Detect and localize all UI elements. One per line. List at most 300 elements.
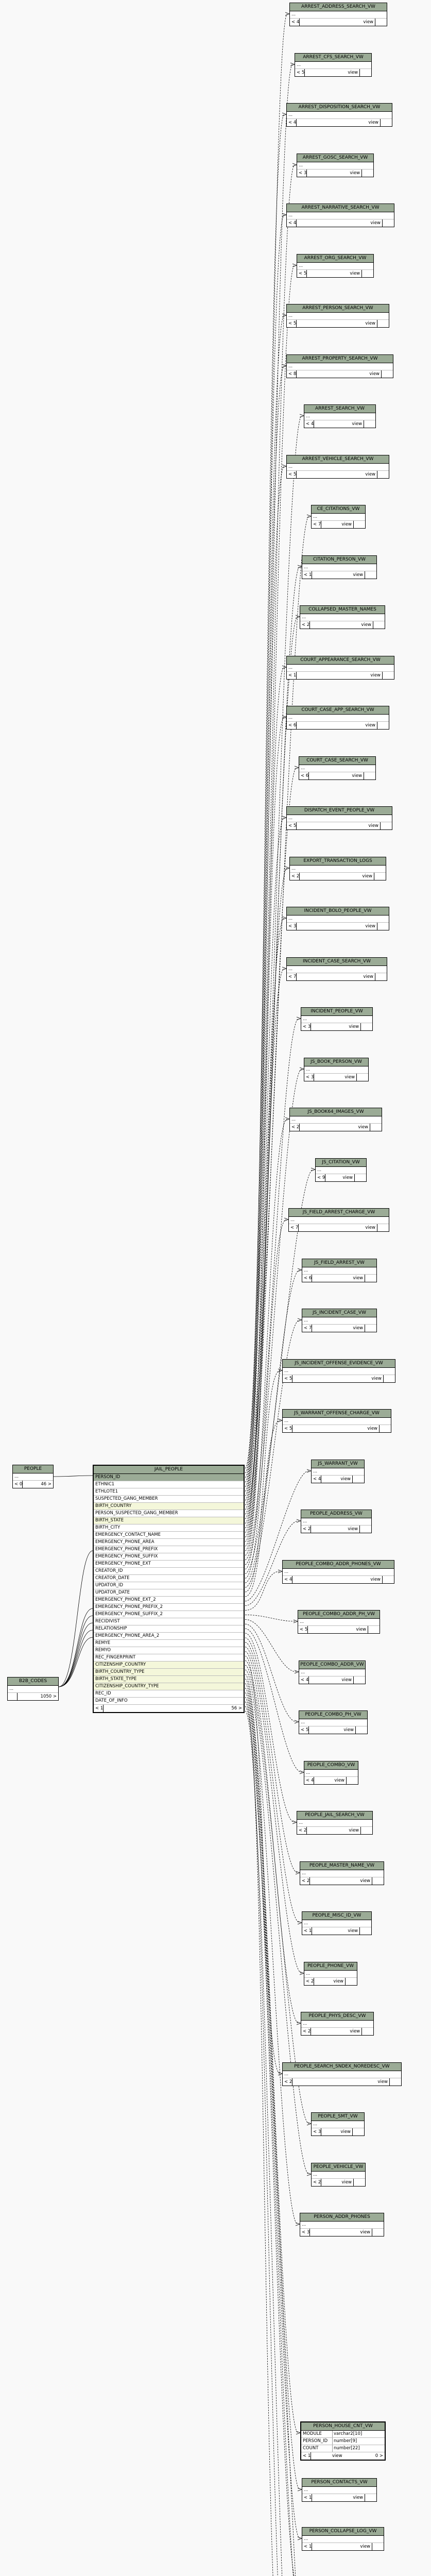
table-kind: view <box>353 1326 363 1331</box>
table-title: ARREST_CFS_SEARCH_VW <box>295 54 371 62</box>
table-title: PEOPLE_VEHICLE_VW <box>312 2163 365 2172</box>
table-title: PEOPLE_SMT_VW <box>312 2113 364 2121</box>
table-title: ARREST_PROPERTY_SEARCH_VW <box>287 355 393 363</box>
table-title: JS_WARRANT_OFFENSE_CHARGE_VW <box>283 1410 391 1418</box>
child-count: < 5 <box>288 472 297 477</box>
table-kind: view <box>368 120 378 125</box>
table-footer <box>94 1705 244 1712</box>
child-count: < 3 <box>303 1024 311 1029</box>
child-count: < 4 <box>284 1577 292 1582</box>
parent-count: 0 > <box>375 2453 383 2459</box>
table-footer <box>301 1526 371 1533</box>
relationship-line <box>245 1652 299 2023</box>
table-row: ... <box>302 1267 376 1275</box>
table-footer <box>304 1777 358 1784</box>
table-row: ... <box>312 1468 364 1476</box>
crowsfoot-marker <box>300 1972 304 1975</box>
child-count: < 4 <box>313 1477 321 1482</box>
table-kind: view <box>341 1677 352 1683</box>
table-title: JS_BOOK_PERSON_VW <box>304 1058 368 1066</box>
relationship-line <box>245 1370 280 1592</box>
table-kind: view <box>356 1627 366 1632</box>
foreign-key-line <box>54 1476 93 1477</box>
table-title: JS_BOOK64_IMAGES_VW <box>290 1108 382 1116</box>
crowsfoot-marker <box>292 264 297 267</box>
table-kind: view <box>370 221 381 226</box>
column-name: COUNT <box>303 2446 319 2451</box>
relationship-line <box>245 1633 295 1822</box>
table-footer <box>302 1927 371 1935</box>
table-footer <box>301 2028 373 2035</box>
view-table[interactable] <box>286 907 389 930</box>
table-title: INCIDENT_PEOPLE_VW <box>301 1008 372 1016</box>
column-row <box>301 2431 385 2438</box>
child-count: < 1 <box>304 2544 312 2549</box>
relationship-line <box>245 1615 296 1621</box>
child-count: < 3 <box>302 2230 310 2235</box>
table-title: ARREST_GOSC_SEARCH_VW <box>297 154 373 162</box>
table-title: PERSON_HOUSE_CNT_VW <box>301 2422 385 2431</box>
child-count: < 2 <box>302 1878 310 1884</box>
view-table[interactable] <box>302 1911 372 1935</box>
child-count: < 5 <box>284 1376 292 1381</box>
table-row: ... <box>290 11 387 19</box>
view-table[interactable] <box>304 1761 358 1785</box>
view-table[interactable] <box>304 1058 369 1081</box>
child-count: < 1 <box>95 1706 104 1711</box>
table-footer <box>287 672 394 679</box>
table-row: ... <box>283 1368 395 1375</box>
table-row: ... <box>301 1016 372 1023</box>
view-table[interactable] <box>304 1962 357 1986</box>
view-table[interactable] <box>286 354 393 378</box>
column-row: EMERGENCY_CONTACT_NAME <box>94 1532 244 1539</box>
table-kind: view <box>353 2495 363 2500</box>
child-count: < 6 <box>304 1276 312 1281</box>
table-footer <box>13 1481 53 1488</box>
table-footer <box>287 471 389 478</box>
table-person-house-cnt-vw[interactable] <box>300 2421 386 2461</box>
table-title: CE_CITATIONS_VW <box>312 505 365 514</box>
view-table[interactable] <box>282 1359 395 1383</box>
table-footer <box>298 1626 380 1633</box>
table-title: ARREST_SEARCH_VW <box>304 405 375 413</box>
child-count: < 8 <box>288 371 297 377</box>
relationship-line <box>245 1019 299 1560</box>
relationship-line <box>245 1642 300 1923</box>
relationship-line <box>245 1629 302 1772</box>
table-footer <box>304 1978 357 1985</box>
column-row: EMERGENCY_PHONE_SUFFIX <box>94 1553 244 1561</box>
table-row: ... <box>312 2121 364 2128</box>
table-footer <box>287 923 389 930</box>
relationship-line <box>245 114 284 1478</box>
child-count: < 4 <box>291 20 300 25</box>
child-count: < 7 <box>313 522 321 527</box>
table-footer <box>300 1877 384 1885</box>
table-kind: view <box>333 1979 343 1984</box>
relationship-line <box>245 64 292 1473</box>
table-footer <box>316 1174 366 1181</box>
relationship-line <box>245 1619 297 1672</box>
table-kind: view <box>350 171 360 176</box>
relationship-line <box>245 1624 297 1722</box>
table-row: ... <box>297 1820 372 1827</box>
column-row: REMYE <box>94 1640 244 1647</box>
table-row: ... <box>302 1920 371 1927</box>
table-row: ... <box>299 1719 367 1726</box>
table-title: PERSON_COLLAPSE_LOG_VW <box>302 2528 384 2536</box>
view-table[interactable] <box>286 204 394 227</box>
table-row: ... <box>298 1619 380 1626</box>
table-kind: view <box>360 2230 370 2235</box>
table-kind: view <box>377 2079 388 2084</box>
table-title: DISPATCH_EVENT_PEOPLE_VW <box>287 807 392 815</box>
table-kind: view <box>343 1727 354 1733</box>
table-kind: view <box>365 472 375 477</box>
table-row: ... <box>300 2222 384 2229</box>
view-table[interactable] <box>298 1610 380 1634</box>
table-row: ... <box>312 2172 365 2179</box>
view-table[interactable] <box>302 1259 377 1282</box>
view-table[interactable] <box>311 2112 365 2136</box>
child-count: < 1 <box>304 572 312 578</box>
table-row: ... <box>299 1669 365 1676</box>
view-table[interactable] <box>295 53 372 77</box>
child-count: < 2 <box>291 874 300 879</box>
view-table[interactable] <box>289 1108 382 1131</box>
child-count: < 2 <box>284 2079 292 2084</box>
child-count: < 4 <box>288 120 297 125</box>
table-kind: view <box>348 1527 358 1532</box>
view-table[interactable] <box>301 1510 372 1533</box>
child-count: < 2 <box>303 2029 311 2034</box>
table-footer <box>304 420 375 428</box>
table-kind: view <box>353 572 363 578</box>
table-footer <box>300 2229 384 2236</box>
table-title: CITATION_PERSON_VW <box>302 556 376 564</box>
table-kind: view <box>362 874 372 879</box>
table-row: ... <box>304 1770 358 1777</box>
table-kind: view <box>352 773 362 778</box>
column-row: EMERGENCY_PHONE_PREFIX_2 <box>94 1604 244 1611</box>
relationship-line <box>245 265 295 1491</box>
table-title: ARREST_PERSON_SEARCH_VW <box>287 304 389 313</box>
child-count: < 7 <box>304 1326 312 1331</box>
relationship-line <box>245 1711 298 2576</box>
relationship-line <box>245 1702 289 2576</box>
child-count: < 2 <box>306 1979 314 1984</box>
view-table[interactable] <box>311 2163 366 2187</box>
relationship-line <box>245 667 284 1528</box>
view-table[interactable] <box>286 957 387 981</box>
table-row: ... <box>287 464 389 471</box>
column-row <box>301 2438 385 2445</box>
child-count: < 7 <box>288 974 297 979</box>
table-footer <box>299 1726 367 1734</box>
relationship-line <box>245 366 284 1500</box>
view-table[interactable] <box>286 103 392 127</box>
view-table[interactable] <box>286 304 389 328</box>
relationship-line <box>245 1647 302 1973</box>
table-title: PEOPLE_COMBO_ADDR_VW <box>299 1661 365 1669</box>
view-table[interactable] <box>286 455 389 479</box>
view-table[interactable] <box>286 656 394 680</box>
view-table[interactable] <box>299 1660 366 1684</box>
table-footer <box>8 1693 58 1700</box>
table-title: JS_WARRANT_VW <box>312 1460 364 1468</box>
child-count: < 5 <box>299 271 307 276</box>
table-row: ... <box>287 966 387 973</box>
table-footer <box>302 2543 384 2550</box>
view-table[interactable] <box>299 756 376 780</box>
column-row: DATE_OF_INFO <box>94 1698 244 1705</box>
relationship-line <box>245 1697 282 2576</box>
table-row: ... <box>301 2021 373 2028</box>
child-count: < 5 <box>288 823 297 828</box>
child-count: < 6 <box>288 723 297 728</box>
view-table[interactable] <box>282 1560 394 1584</box>
column-row: UPDATOR_ID <box>94 1582 244 1589</box>
table-title: PERSON_ADDR_PHONES <box>300 2213 384 2222</box>
table-footer <box>290 873 386 880</box>
child-count: < 4 <box>306 1778 314 1783</box>
child-count: < 2 <box>299 1828 307 1833</box>
column-row: EMERGENCY_PHONE_EXT_2 <box>94 1597 244 1604</box>
table-kind: view <box>365 1225 375 1230</box>
table-kind: view <box>363 974 373 979</box>
view-table[interactable] <box>302 2527 384 2551</box>
table-title: PEOPLE_SEARCH_SNDEX_NOREDESC_VW <box>283 2063 401 2071</box>
view-table[interactable] <box>297 154 374 177</box>
table-kind: view <box>361 622 371 628</box>
view-table[interactable] <box>311 1460 365 1483</box>
view-table[interactable] <box>286 806 392 830</box>
table-row: ... <box>283 1418 391 1425</box>
table-footer <box>287 320 389 327</box>
table-kind: view <box>367 1426 377 1431</box>
child-count: < 5 <box>297 70 305 75</box>
child-count: < 3 <box>299 171 307 176</box>
table-footer <box>301 2452 385 2460</box>
table-row: ... <box>304 1066 368 1074</box>
table-title: EXPORT_TRANSACTION_LOGS <box>290 857 386 866</box>
table-title: JS_FIELD_ARREST_CHARGE_VW <box>289 1209 389 1217</box>
child-count: < 5 <box>300 1627 308 1632</box>
view-table[interactable] <box>301 1007 373 1031</box>
relationship-line <box>245 1670 298 2224</box>
table-row: ... <box>302 2536 384 2543</box>
table-kind: view <box>365 924 375 929</box>
column-row: BIRTH_STATE_TYPE <box>94 1676 244 1683</box>
table-title: COURT_CASE_APP_SEARCH_VW <box>287 706 389 715</box>
column-row: RELATIONSHIP <box>94 1625 244 1633</box>
table-row: ... <box>302 2487 376 2494</box>
view-table[interactable] <box>282 1409 391 1433</box>
table-people[interactable] <box>12 1465 54 1488</box>
child-count: < 2 <box>302 622 310 628</box>
table-footer <box>299 772 375 779</box>
view-table[interactable] <box>300 1861 384 1885</box>
table-row: ... <box>300 1870 384 1877</box>
column-row: EMERGENCY_PHONE_PREFIX <box>94 1546 244 1553</box>
column-row: CREATOR_ID <box>94 1568 244 1575</box>
table-row: ... <box>297 162 373 170</box>
table-kind: view <box>349 1828 359 1833</box>
table-row: ... <box>283 2071 401 2078</box>
column-row: REC_FINGERPRINT <box>94 1654 244 1662</box>
column-type: varchar2[10] <box>332 2431 362 2437</box>
child-count: < 7 <box>290 1225 299 1230</box>
view-table[interactable] <box>282 2062 402 2086</box>
child-count: < 0 <box>14 1482 23 1487</box>
table-footer <box>302 1275 376 1282</box>
column-row <box>301 2445 385 2452</box>
table-row: ... <box>301 1518 371 1526</box>
view-table[interactable] <box>286 706 389 730</box>
child-count: < 1 <box>303 2453 311 2459</box>
child-count: < 6 <box>301 773 309 778</box>
foreign-key-line <box>59 1608 93 1687</box>
table-kind: view <box>341 2180 352 2185</box>
table-kind: view <box>349 1024 359 1029</box>
table-footer <box>283 2078 401 2086</box>
column-row: EMERGENCY_PHONE_EXT <box>94 1561 244 1568</box>
child-count: < 4 <box>301 1677 309 1683</box>
table-row: ... <box>312 514 365 521</box>
table-footer <box>312 2179 365 2186</box>
table-footer <box>283 1425 391 1432</box>
table-title: PEOPLE_ADDRESS_VW <box>301 1510 371 1518</box>
view-table[interactable] <box>304 404 376 428</box>
table-footer <box>302 571 376 579</box>
child-count: < 1 <box>288 673 297 678</box>
table-title: B2B_CODES <box>8 1677 58 1686</box>
column-row: EMERGENCY_PHONE_SUFFIX_2 <box>94 1611 244 1618</box>
table-title: PEOPLE_PHYS_DESC_VW <box>301 2012 373 2021</box>
table-b2b-codes[interactable] <box>7 1677 59 1701</box>
table-row: ... <box>287 665 394 672</box>
table-footer <box>287 973 387 980</box>
view-table[interactable] <box>302 2478 377 2502</box>
parent-count: 1050 > <box>40 1694 57 1699</box>
table-kind: view <box>371 1376 382 1381</box>
table-title: COLLAPSED_MASTER_NAMES <box>300 606 385 614</box>
table-footer <box>287 219 394 227</box>
table-footer <box>297 1827 372 1834</box>
parent-count: 46 > <box>41 1482 51 1487</box>
table-row: ... <box>287 815 392 822</box>
table-title: JS_INCIDENT_CASE_VW <box>302 1309 376 1317</box>
column-row: REMYO <box>94 1647 244 1654</box>
view-table[interactable] <box>289 3 387 26</box>
table-kind: view <box>334 1778 344 1783</box>
table-footer <box>287 822 392 829</box>
table-row: ... <box>289 1217 389 1224</box>
column-row: CREATOR_DATE <box>94 1575 244 1582</box>
table-title: PEOPLE_PHONE_VW <box>304 1962 357 1971</box>
column-row: RECIDIVIST <box>94 1618 244 1625</box>
table-footer <box>302 1325 376 1332</box>
table-kind: view <box>342 1175 353 1180</box>
table-footer <box>297 270 373 277</box>
child-count: < 3 <box>288 924 297 929</box>
column-row: CITIZENSHIP_COUNTRY_TYPE <box>94 1683 244 1690</box>
table-title: PEOPLE_MASTER_NAME_VW <box>300 1862 384 1870</box>
view-table[interactable] <box>297 254 374 278</box>
table-kind: view <box>340 2129 351 2134</box>
view-table[interactable] <box>302 555 377 579</box>
column-row: BIRTH_COUNTRY_TYPE <box>94 1669 244 1676</box>
table-kind: view <box>368 823 378 828</box>
child-count: < 2 <box>303 1527 311 1532</box>
table-title: JS_FIELD_ARREST_VW <box>302 1259 376 1267</box>
table-row: ... <box>304 1971 357 1978</box>
column-row: PERSON_ID <box>94 1474 244 1481</box>
view-table[interactable] <box>300 2213 384 2236</box>
column-type: number[22] <box>332 2445 360 2452</box>
view-table[interactable] <box>315 1158 367 1182</box>
table-footer <box>312 521 365 528</box>
view-table[interactable] <box>289 857 386 880</box>
view-table[interactable] <box>297 1811 373 1835</box>
table-row: ... <box>290 866 386 873</box>
table-title: INCIDENT_CASE_SEARCH_VW <box>287 958 387 966</box>
table-kind: view <box>350 271 360 276</box>
table-row: ... <box>300 614 385 621</box>
table-row: ... <box>316 1167 366 1174</box>
table-footer <box>289 1224 389 1231</box>
table-title: JS_INCIDENT_OFFENSE_EVIDENCE_VW <box>283 1360 395 1368</box>
crowsfoot-marker <box>282 465 286 468</box>
table-row: ... <box>287 112 392 119</box>
view-table[interactable] <box>311 505 366 529</box>
child-count: < 4 <box>288 221 297 226</box>
table-title: INCIDENT_BOLO_PEOPLE_VW <box>287 907 389 916</box>
column-row: BIRTH_CITY <box>94 1524 244 1532</box>
column-row: ETHLOTE1 <box>94 1488 244 1496</box>
table-jail-people[interactable] <box>93 1465 245 1713</box>
crowsfoot-marker <box>297 2022 301 2025</box>
table-row: ... <box>287 916 389 923</box>
column-row: CITIZENSHIP_COUNTRY <box>94 1662 244 1669</box>
view-table[interactable] <box>302 1309 377 1332</box>
column-name: MODULE <box>303 2431 322 2436</box>
child-count: < 3 <box>313 2129 321 2134</box>
view-table[interactable] <box>300 605 385 629</box>
column-row: BIRTH_COUNTRY <box>94 1503 244 1510</box>
table-kind: view <box>370 673 381 678</box>
table-kind: view <box>352 421 362 427</box>
table-footer <box>295 69 371 76</box>
table-kind: view <box>341 522 352 527</box>
table-footer <box>283 1576 394 1583</box>
column-row: UPDATOR_DATE <box>94 1589 244 1597</box>
table-footer <box>304 1074 368 1081</box>
table-kind: view <box>344 1075 355 1080</box>
table-footer <box>297 170 373 177</box>
relationship-line <box>245 1684 300 2538</box>
view-table[interactable] <box>301 2012 374 2036</box>
table-title: PEOPLE_COMBO_VW <box>304 1761 358 1770</box>
table-footer <box>312 2128 364 2136</box>
view-table[interactable] <box>288 1208 389 1232</box>
column-type: number[9] <box>332 2438 357 2445</box>
view-table[interactable] <box>299 1710 368 1734</box>
table-footer <box>299 1676 365 1684</box>
table-footer <box>287 370 393 378</box>
table-kind: view <box>358 1125 368 1130</box>
